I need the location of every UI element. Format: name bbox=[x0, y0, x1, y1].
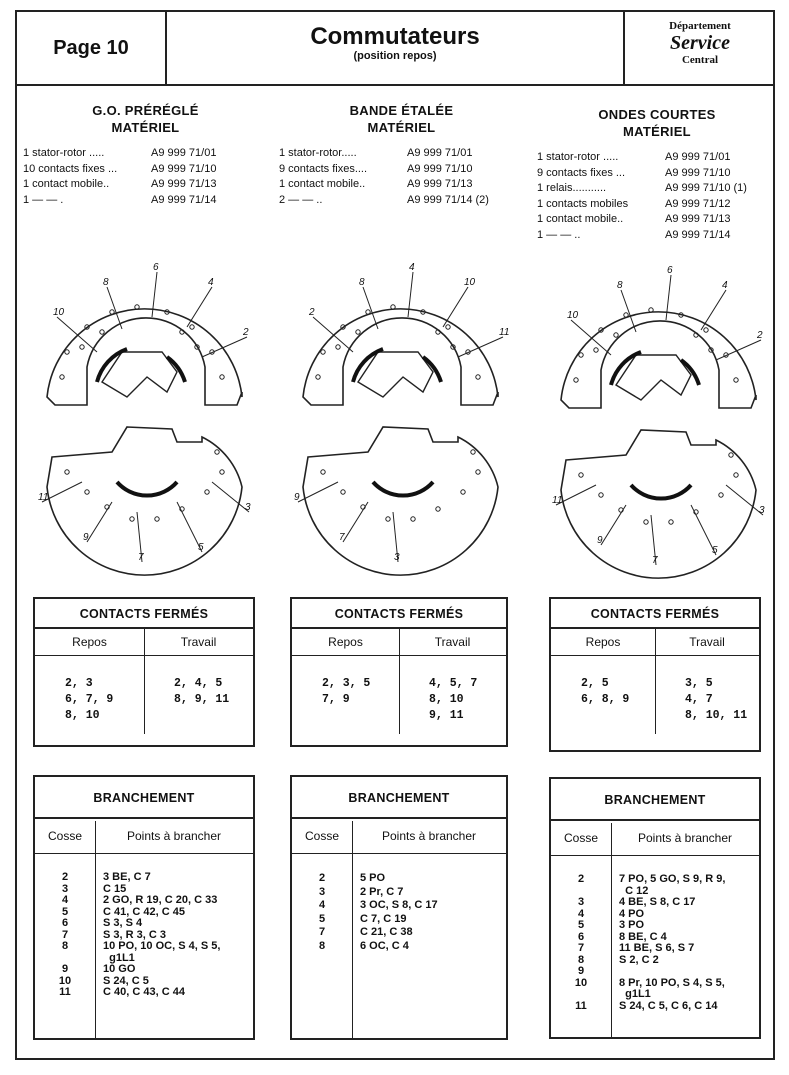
branchement-rows bbox=[35, 854, 253, 999]
materiel-item: 1 contact mobile.. A9 999 71/13 bbox=[23, 178, 217, 190]
terminal-label: 5 bbox=[198, 542, 204, 553]
branchement-table bbox=[33, 775, 255, 1040]
materiel-list bbox=[279, 146, 524, 208]
fixed-contact bbox=[411, 517, 415, 521]
table-row bbox=[551, 978, 759, 990]
cosse-cell: 8 bbox=[577, 953, 585, 966]
cosse-cell: 8 bbox=[61, 940, 69, 952]
cosse-cell: 4 bbox=[61, 894, 69, 906]
fixed-contact bbox=[215, 450, 219, 454]
terminal-label: 3 bbox=[394, 552, 400, 563]
table-row bbox=[292, 872, 506, 886]
table-row bbox=[551, 943, 759, 955]
materiel-item: 1 stator-rotor..... A9 999 71/01 bbox=[279, 147, 473, 159]
page-title: Commutateurs bbox=[310, 23, 480, 50]
fixed-contact bbox=[60, 375, 64, 379]
cosse-cell bbox=[551, 989, 611, 1001]
table-row bbox=[551, 1001, 759, 1013]
points-cell: 2 GO, R 19, C 20, C 33 bbox=[103, 894, 218, 906]
points-cell: 10 GO bbox=[103, 963, 136, 975]
department-central: Central bbox=[681, 54, 719, 66]
cosse-cell: 7 bbox=[577, 942, 585, 954]
travail-values: 3, 5 4, 7 8, 10, 11 bbox=[685, 677, 748, 722]
fixed-contact bbox=[719, 493, 723, 497]
column-divider bbox=[95, 821, 96, 1038]
fixed-contact bbox=[85, 490, 89, 494]
terminal-label: 11 bbox=[552, 495, 563, 506]
terminal-label: 6 bbox=[153, 262, 159, 273]
terminal-label: 7 bbox=[138, 552, 144, 563]
repos-header: Repos bbox=[72, 635, 107, 649]
points-cell: 2 Pr, C 7 bbox=[360, 885, 404, 898]
points-header: Points à brancher bbox=[381, 829, 477, 843]
column-divider bbox=[352, 821, 353, 1038]
fixed-contact bbox=[446, 325, 450, 329]
terminal-label: 6 bbox=[667, 265, 673, 276]
travail-values: 4, 5, 7 8, 10 9, 11 bbox=[429, 677, 478, 722]
materiel-heading: MATÉRIEL bbox=[623, 124, 691, 139]
table-title: BRANCHEMENT bbox=[292, 777, 506, 819]
column-go-preregle bbox=[23, 102, 268, 208]
terminal-lead bbox=[726, 485, 763, 515]
department-service: Service bbox=[670, 32, 730, 54]
terminal-lead bbox=[621, 290, 636, 332]
cosse-header: Cosse bbox=[47, 829, 82, 843]
materiel-heading: MATÉRIEL bbox=[111, 120, 180, 135]
terminal-label: 9 bbox=[294, 492, 300, 503]
contacts-fermes-table bbox=[549, 597, 761, 752]
terminal-lead bbox=[343, 502, 368, 542]
table-row bbox=[292, 926, 506, 940]
terminal-lead bbox=[107, 287, 122, 329]
terminal-label: 10 bbox=[567, 310, 579, 321]
fixed-contact bbox=[65, 470, 69, 474]
points-cell: C 12 bbox=[619, 884, 649, 897]
column-divider bbox=[655, 628, 656, 734]
terminal-label: 3 bbox=[759, 505, 765, 516]
fixed-contact bbox=[461, 490, 465, 494]
cosse-header: Cosse bbox=[304, 829, 339, 843]
cosse-cell: 7 bbox=[318, 926, 326, 938]
terminal-label: 5 bbox=[712, 545, 718, 556]
switch-diagram-go bbox=[27, 257, 262, 587]
table-header bbox=[551, 821, 759, 856]
fixed-contact bbox=[476, 470, 480, 474]
materiel-list bbox=[23, 146, 268, 208]
materiel-item: 1 contacts mobiles A9 999 71/12 bbox=[537, 197, 731, 210]
fixed-contact bbox=[321, 470, 325, 474]
fixed-contact bbox=[100, 330, 104, 334]
fixed-contact bbox=[734, 378, 738, 382]
points-header: Points à brancher bbox=[637, 831, 733, 845]
table-body bbox=[35, 656, 253, 734]
upper-wafer bbox=[561, 312, 756, 408]
points-header: Points à brancher bbox=[126, 829, 222, 843]
switch-diagram-oc bbox=[541, 260, 776, 590]
repos-header: Repos bbox=[328, 635, 363, 649]
terminal-label: 9 bbox=[597, 535, 603, 546]
table-title: CONTACTS FERMÉS bbox=[292, 599, 506, 629]
switch-diagram-svg bbox=[283, 257, 518, 587]
fixed-contact bbox=[599, 493, 603, 497]
table-row bbox=[35, 918, 253, 930]
fixed-contact bbox=[704, 328, 708, 332]
moving-contact bbox=[117, 482, 177, 496]
materiel-item: 1 — — . A9 999 71/14 bbox=[23, 193, 217, 206]
points-cell: 5 PO bbox=[360, 872, 386, 884]
table-row bbox=[551, 966, 759, 978]
terminal-lead bbox=[212, 482, 249, 512]
fixed-contact bbox=[190, 325, 194, 329]
fixed-contact bbox=[341, 490, 345, 494]
fixed-contact bbox=[65, 350, 69, 354]
table-row bbox=[35, 941, 253, 953]
terminal-label: 10 bbox=[464, 277, 476, 288]
upper-wafer bbox=[47, 309, 242, 405]
fixed-contact bbox=[155, 517, 159, 521]
header-title-block bbox=[167, 12, 623, 84]
cosse-cell: 4 bbox=[577, 907, 585, 920]
materiel-item: 10 contacts fixes ... A9 999 71/10 bbox=[23, 162, 217, 175]
column-bande-etalee bbox=[279, 102, 524, 208]
points-cell: C 40, C 43, C 44 bbox=[103, 986, 185, 998]
column-ondes-courtes bbox=[537, 102, 777, 243]
terminal-lead bbox=[202, 337, 247, 357]
switch-diagram-be bbox=[283, 257, 518, 587]
points-cell: 8 Pr, 10 PO, S 4, S 5, bbox=[619, 976, 725, 989]
page-number: Page 10 bbox=[17, 12, 167, 84]
repos-values: 2, 5 6, 8, 9 bbox=[581, 677, 630, 706]
page-frame bbox=[15, 10, 775, 1060]
materiel-item: 1 relais........... A9 999 71/10 (1) bbox=[537, 182, 747, 194]
cosse-cell: 10 bbox=[58, 974, 72, 987]
cosse-cell: 6 bbox=[61, 917, 69, 929]
header bbox=[17, 12, 773, 86]
column-divider bbox=[144, 628, 145, 734]
terminal-label: 4 bbox=[208, 277, 214, 288]
terminal-lead bbox=[313, 317, 353, 352]
cosse-cell: 2 bbox=[318, 872, 326, 884]
column-divider bbox=[611, 823, 612, 1037]
table-row bbox=[292, 899, 506, 913]
points-cell: S 2, C 2 bbox=[619, 953, 659, 966]
terminal-lead bbox=[87, 502, 112, 542]
terminal-label: 10 bbox=[53, 307, 65, 318]
branchement-table bbox=[290, 775, 508, 1040]
materiel-item: 9 contacts fixes ... A9 999 71/10 bbox=[537, 166, 731, 179]
branchement-rows bbox=[551, 856, 759, 1012]
terminal-lead bbox=[443, 287, 468, 327]
repos-values: 2, 3, 5 7, 9 bbox=[322, 677, 371, 706]
points-cell: S 24, C 5 bbox=[103, 974, 149, 987]
terminal-lead bbox=[363, 287, 378, 329]
points-cell: g1L1 bbox=[619, 988, 651, 1000]
fixed-contact bbox=[471, 450, 475, 454]
department-block bbox=[623, 12, 775, 84]
lower-wafer bbox=[303, 427, 498, 575]
lower-wafer bbox=[47, 427, 242, 575]
repos-header: Repos bbox=[585, 635, 621, 649]
cosse-header: Cosse bbox=[563, 831, 598, 845]
table-row bbox=[551, 920, 759, 932]
terminal-lead bbox=[716, 340, 761, 360]
table-body bbox=[551, 656, 759, 734]
fixed-contact bbox=[80, 345, 84, 349]
materiel-list bbox=[537, 150, 777, 243]
materiel-item: 9 contacts fixes.... A9 999 71/10 bbox=[279, 162, 473, 175]
table-row bbox=[35, 987, 253, 999]
fixed-contact bbox=[386, 517, 390, 521]
table-row bbox=[292, 940, 506, 954]
terminal-lead bbox=[187, 287, 212, 327]
fixed-contact bbox=[579, 473, 583, 477]
repos-values: 2, 3 6, 7, 9 8, 10 bbox=[65, 677, 114, 722]
cosse-cell: 9 bbox=[577, 965, 585, 977]
fixed-contact bbox=[321, 350, 325, 354]
terminal-label: 2 bbox=[309, 307, 315, 318]
fixed-contact bbox=[316, 375, 320, 379]
points-cell: C 7, C 19 bbox=[360, 912, 407, 925]
moving-contact bbox=[353, 349, 383, 382]
fixed-contact bbox=[594, 348, 598, 352]
points-cell: g1L1 bbox=[103, 951, 135, 964]
points-cell: C 15 bbox=[103, 882, 127, 895]
points-cell: 4 PO bbox=[619, 907, 645, 920]
fixed-contact bbox=[614, 333, 618, 337]
contacts-fermes-table bbox=[33, 597, 255, 747]
travail-header: Travail bbox=[689, 635, 725, 649]
fixed-contact bbox=[669, 520, 673, 524]
points-cell: 6 OC, C 4 bbox=[360, 939, 409, 952]
cosse-cell: 6 bbox=[577, 930, 585, 943]
fixed-contact bbox=[476, 375, 480, 379]
terminal-label: 2 bbox=[243, 327, 249, 338]
branchement-rows bbox=[292, 854, 506, 953]
terminal-label: 8 bbox=[103, 277, 109, 288]
column-title: ONDES COURTES bbox=[598, 107, 716, 122]
cosse-cell: 2 bbox=[61, 871, 69, 883]
terminal-lead bbox=[458, 337, 503, 357]
materiel-item: 1 contact mobile.. A9 999 71/13 bbox=[537, 213, 731, 225]
points-cell: 10 PO, 10 OC, S 4, S 5, bbox=[103, 940, 221, 952]
cosse-cell: 11 bbox=[575, 999, 587, 1012]
table-row bbox=[551, 897, 759, 909]
contacts-fermes-table bbox=[290, 597, 508, 747]
terminal-label: 4 bbox=[409, 262, 415, 273]
cosse-cell: 5 bbox=[318, 912, 326, 925]
points-cell: 3 PO bbox=[619, 919, 645, 931]
points-cell: 3 OC, S 8, C 17 bbox=[360, 899, 438, 911]
cosse-cell: 5 bbox=[577, 919, 585, 931]
department-label: Département bbox=[669, 20, 731, 32]
materiel-item: 1 stator-rotor ..... A9 999 71/01 bbox=[537, 151, 731, 163]
table-title: BRANCHEMENT bbox=[35, 777, 253, 819]
terminal-lead bbox=[57, 317, 97, 352]
points-cell: S 3, R 3, C 3 bbox=[103, 928, 166, 941]
branchement-table bbox=[549, 777, 761, 1039]
materiel-item: 2 — — .. A9 999 71/14 (2) bbox=[279, 193, 489, 206]
cosse-cell: 5 bbox=[61, 905, 69, 918]
fixed-contact bbox=[220, 375, 224, 379]
table-title: CONTACTS FERMÉS bbox=[35, 599, 253, 629]
table-row bbox=[292, 886, 506, 900]
travail-header: Travail bbox=[434, 635, 471, 649]
points-cell: C 21, C 38 bbox=[360, 926, 413, 938]
lower-wafer bbox=[561, 430, 756, 578]
upper-wafer bbox=[303, 309, 498, 405]
table-title: BRANCHEMENT bbox=[551, 779, 759, 821]
travail-header: Travail bbox=[180, 635, 217, 649]
fixed-contact bbox=[205, 490, 209, 494]
terminal-label: 4 bbox=[722, 280, 728, 291]
moving-contact bbox=[611, 352, 641, 385]
terminal-lead bbox=[571, 320, 611, 355]
cosse-cell: 2 bbox=[577, 873, 585, 885]
page-subtitle: (position repos) bbox=[353, 50, 437, 62]
column-title: G.O. PRÉRÉGLÉ bbox=[92, 103, 199, 118]
materiel-item: 1 contact mobile.. A9 999 71/13 bbox=[279, 178, 473, 190]
terminal-label: 11 bbox=[499, 327, 510, 338]
fixed-contact bbox=[574, 378, 578, 382]
materiel-item: 1 — — .. A9 999 71/14 bbox=[537, 228, 731, 241]
points-cell bbox=[611, 966, 759, 978]
moving-contact bbox=[373, 482, 433, 496]
terminal-label: 9 bbox=[83, 532, 89, 543]
cosse-cell: 4 bbox=[318, 899, 326, 911]
column-title: BANDE ÉTALÉE bbox=[349, 103, 454, 118]
cosse-cell: 10 bbox=[574, 976, 588, 989]
column-divider bbox=[399, 628, 400, 734]
fixed-contact bbox=[734, 473, 738, 477]
table-row bbox=[551, 874, 759, 886]
fixed-contact bbox=[336, 345, 340, 349]
terminal-label: 3 bbox=[245, 502, 251, 513]
materiel-heading: MATÉRIEL bbox=[367, 120, 436, 135]
points-cell: 8 BE, C 4 bbox=[619, 930, 667, 943]
terminal-label: 7 bbox=[652, 555, 658, 566]
fixed-contact bbox=[579, 353, 583, 357]
switch-diagram-svg bbox=[541, 260, 776, 590]
moving-contact bbox=[631, 485, 691, 499]
cosse-cell: 3 bbox=[318, 885, 326, 898]
terminal-lead bbox=[601, 505, 626, 545]
fixed-contact bbox=[220, 470, 224, 474]
fixed-contact bbox=[436, 507, 440, 511]
table-row bbox=[35, 964, 253, 976]
fixed-contact bbox=[130, 517, 134, 521]
fixed-contact bbox=[644, 520, 648, 524]
table-row bbox=[292, 913, 506, 927]
cosse-cell: 3 bbox=[577, 896, 585, 908]
fixed-contact bbox=[356, 330, 360, 334]
cosse-cell: 3 bbox=[61, 882, 69, 895]
switch-diagram-svg bbox=[27, 257, 262, 587]
points-cell: 7 PO, 5 GO, S 9, R 9, bbox=[619, 873, 726, 885]
terminal-label: 2 bbox=[757, 330, 763, 341]
points-cell: S 3, S 4 bbox=[103, 917, 143, 929]
cosse-cell: 8 bbox=[318, 939, 326, 952]
table-row bbox=[551, 989, 759, 1001]
table-row bbox=[35, 872, 253, 884]
moving-contact bbox=[97, 349, 127, 382]
table-header bbox=[292, 819, 506, 854]
terminal-label: 7 bbox=[339, 532, 345, 543]
points-cell: 3 BE, C 7 bbox=[103, 871, 151, 883]
terminal-lead bbox=[701, 290, 726, 330]
table-body bbox=[292, 656, 506, 734]
points-cell: S 24, C 5, C 6, C 14 bbox=[619, 999, 718, 1012]
cosse-cell: 7 bbox=[61, 928, 69, 941]
terminal-label: 8 bbox=[359, 277, 365, 288]
table-title: CONTACTS FERMÉS bbox=[551, 599, 759, 629]
cosse-cell: 9 bbox=[61, 963, 69, 975]
table-header bbox=[35, 819, 253, 854]
table-row bbox=[35, 895, 253, 907]
cosse-cell: 11 bbox=[59, 986, 71, 998]
points-cell: 11 BE, S 6, S 7 bbox=[619, 942, 695, 954]
terminal-label: 8 bbox=[617, 280, 623, 291]
terminal-label: 11 bbox=[38, 492, 49, 503]
travail-values: 2, 4, 5 8, 9, 11 bbox=[174, 677, 230, 706]
points-cell: C 41, C 42, C 45 bbox=[103, 905, 185, 918]
materiel-item: 1 stator-rotor ..... A9 999 71/01 bbox=[23, 147, 217, 159]
points-cell: 4 BE, S 8, C 17 bbox=[619, 896, 696, 908]
fixed-contact bbox=[729, 453, 733, 457]
